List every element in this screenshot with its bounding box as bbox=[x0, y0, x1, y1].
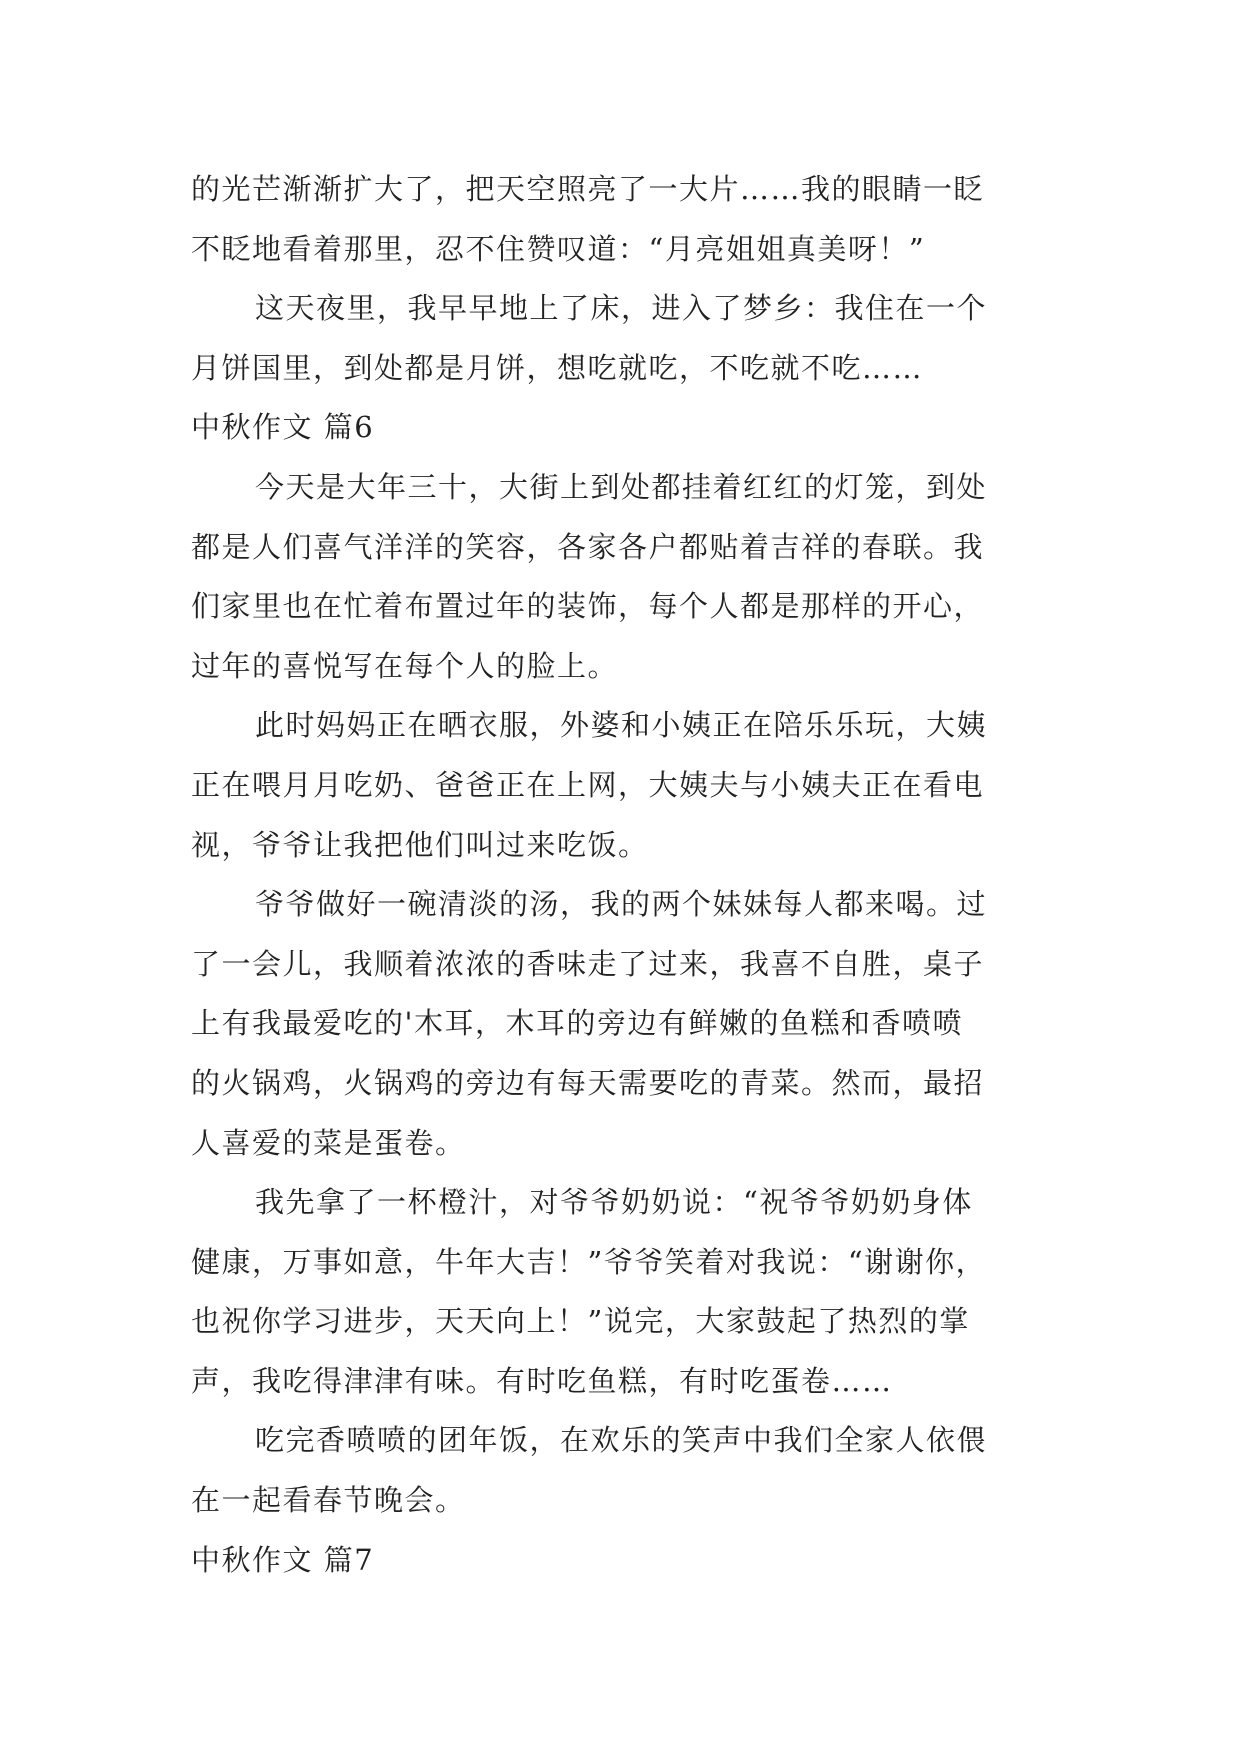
paragraph-start-line: 爷爷做好一碗清淡的汤，我的两个妹妹每人都来喝。过 bbox=[255, 887, 988, 922]
text-line: 上有我最爱吃的'木耳，木耳的旁边有鲜嫩的鱼糕和香喷喷 bbox=[191, 1006, 963, 1041]
text-line: 不眨地看着那里，忍不住赞叹道：“月亮姐姐真美呀！” bbox=[191, 231, 926, 266]
paragraph-start-line: 此时妈妈正在晒衣服，外婆和小姨正在陪乐乐玩，大姨 bbox=[255, 708, 988, 743]
text-line: 过年的喜悦写在每个人的脸上。 bbox=[191, 648, 619, 683]
text-line: 正在喂月月吃奶、爸爸正在上网，大姨夫与小姨夫正在看电 bbox=[191, 767, 985, 802]
text-line: 人喜爱的菜是蛋卷。 bbox=[191, 1125, 466, 1160]
document-body bbox=[191, 160, 1061, 1590]
paragraph-start-line: 我先拿了一杯橙汁，对爷爷奶奶说：“祝爷爷奶奶身体 bbox=[255, 1185, 973, 1220]
text-line: 的火锅鸡，火锅鸡的旁边有每天需要吃的青菜。然而，最招 bbox=[191, 1065, 985, 1100]
text-line: 视，爷爷让我把他们叫过来吃饭。 bbox=[191, 827, 649, 862]
paragraph-start-line: 这天夜里，我早早地上了床，进入了梦乡：我住在一个 bbox=[255, 291, 988, 326]
paragraph-start-line: 吃完香喷喷的团年饭，在欢乐的笑声中我们全家人依偎 bbox=[255, 1423, 988, 1458]
text-line: 都是人们喜气洋洋的笑容，各家各户都贴着吉祥的春联。我 bbox=[191, 529, 985, 564]
section-heading: 中秋作文 篇6 bbox=[191, 410, 375, 445]
paragraph-start-line: 今天是大年三十，大街上到处都挂着红红的灯笼，到处 bbox=[255, 469, 988, 504]
text-line: 声，我吃得津津有味。有时吃鱼糕，有时吃蛋卷…… bbox=[191, 1363, 893, 1398]
text-line: 的光芒渐渐扩大了，把天空照亮了一大片……我的眼睛一眨 bbox=[191, 172, 985, 206]
text-line: 在一起看春节晚会。 bbox=[191, 1483, 466, 1518]
text-line: 了一会儿，我顺着浓浓的香味走了过来，我喜不自胜，桌子 bbox=[191, 946, 985, 981]
text-line: 月饼国里，到处都是月饼，想吃就吃，不吃就不吃…… bbox=[191, 350, 924, 385]
section-heading: 中秋作文 篇7 bbox=[191, 1542, 375, 1577]
text-line: 健康，万事如意，牛年大吉！”爷爷笑着对我说：“谢谢你， bbox=[191, 1244, 987, 1279]
text-line: 们家里也在忙着布置过年的装饰，每个人都是那样的开心， bbox=[191, 589, 985, 624]
text-line: 也祝你学习进步，天天向上！”说完，大家鼓起了热烈的掌 bbox=[191, 1304, 970, 1339]
